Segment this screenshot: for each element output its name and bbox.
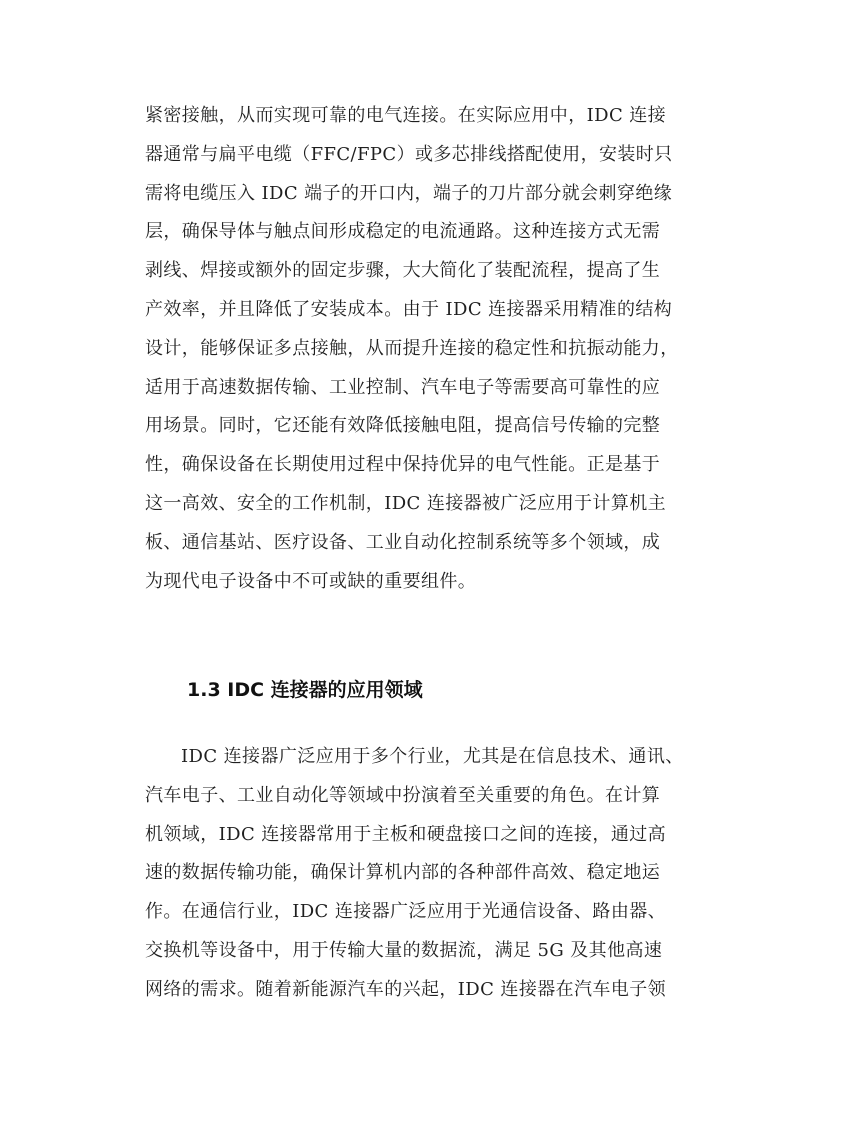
paragraph-line: 器通常与扁平电缆（FFC/FPC）或多芯排线搭配使用，安装时只: [145, 143, 673, 165]
paragraph-line: 为现代电子设备中不可或缺的重要组件。: [145, 570, 477, 592]
body-paragraph-2: [145, 738, 697, 1010]
paragraph-line: 网络的需求。随着新能源汽车的兴起，IDC 连接器在汽车电子领: [145, 978, 667, 1000]
paragraph-line: 速的数据传输功能，确保计算机内部的各种部件高效、稳定地运: [145, 862, 661, 884]
paragraph-line: 用场景。同时，它还能有效降低接触电阻，提高信号传输的完整: [145, 415, 661, 437]
paragraph-line: 紧密接触，从而实现可靠的电气连接。在实际应用中，IDC 连接: [145, 105, 667, 126]
paragraph-line: 作。在通信行业，IDC 连接器广泛应用于光通信设备、路由器、: [145, 901, 667, 923]
paragraph-line: 剥线、焊接或额外的固定步骤，大大简化了装配流程，提高了生: [145, 260, 661, 282]
paragraph-line: 性，确保设备在长期使用过程中保持优异的电气性能。正是基于: [145, 454, 661, 476]
paragraph-line: 机领域，IDC 连接器常用于主板和硬盘接口之间的连接，通过高: [145, 823, 667, 845]
paragraph-line: 板、通信基站、医疗设备、工业自动化控制系统等多个领域，成: [145, 531, 661, 553]
paragraph-line: 汽车电子、工业自动化等领域中扮演着至关重要的角色。在计算: [145, 784, 661, 806]
paragraph-line: 产效率，并且降低了安装成本。由于 IDC 连接器采用精准的结构: [145, 298, 673, 320]
paragraph-line: 交换机等设备中，用于传输大量的数据流，满足 5G 及其他高速: [145, 939, 663, 961]
paragraph-line: IDC 连接器广泛应用于多个行业，尤其是在信息技术、通讯、: [181, 746, 684, 767]
paragraph-line: 适用于高速数据传输、工业控制、汽车电子等需要高可靠性的应: [145, 376, 661, 398]
section-heading: 1.3 IDC 连接器的应用领域: [187, 679, 423, 701]
paragraph-line: 层，确保导体与触点间形成稳定的电流通路。这种连接方式无需: [145, 221, 661, 243]
paragraph-line: 设计，能够保证多点接触，从而提升连接的稳定性和抗振动能力，: [145, 337, 679, 359]
paragraph-line: 需将电缆压入 IDC 端子的开口内，端子的刀片部分就会刺穿绝缘: [145, 182, 673, 204]
paragraph-line: 这一高效、安全的工作机制，IDC 连接器被广泛应用于计算机主: [145, 492, 667, 514]
body-paragraph-1: [145, 97, 697, 601]
